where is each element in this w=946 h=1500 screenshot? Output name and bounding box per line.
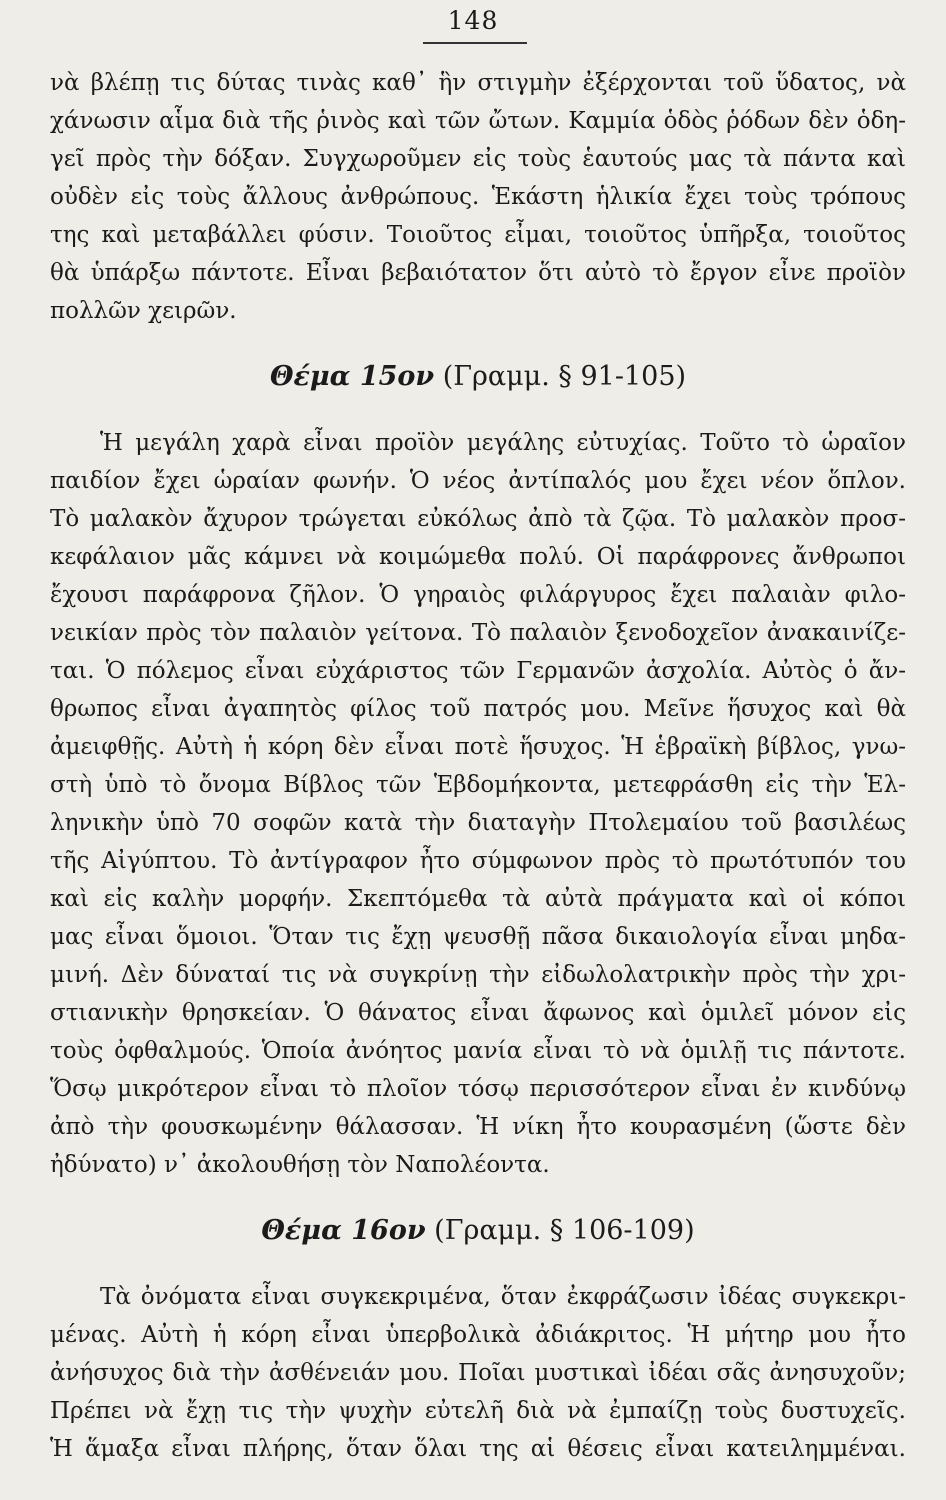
text-line: πολλῶν χειρῶν. <box>50 298 237 324</box>
section-heading-16 <box>50 1184 906 1278</box>
text-line: χάνωσιν αἷμα διὰ τῆς ῥινὸς καὶ τῶν ὤτων. Καμμία ὁδὸς ῥόδων δὲν ὁδη- <box>50 108 906 134</box>
page-number: 148 <box>447 6 499 35</box>
text-line: στιανικὴν θρησκείαν. Ὁ θάνατος εἶναι ἄφωνος καὶ ὁμιλεῖ μόνον εἰς <box>50 1000 906 1026</box>
text-line: ἀπὸ τὴν φουσκωμένην θάλασσαν. Ἡ νίκη ἦτο κουρασμένη (ὥστε δὲν <box>50 1114 906 1140</box>
text-line: νεικίαν πρὸς τὸν παλαιὸν γείτονα. Τὸ παλαιὸν ξενοδοχεῖον ἀνακαινίζε- <box>50 620 906 646</box>
text-line: της καὶ μεταβάλλει φύσιν. Τοιοῦτος εἶμαι, τοιοῦτος ὑπῆρξα, τοιοῦτος <box>50 222 906 248</box>
text-line: Ἡ μεγάλη χαρὰ εἶναι προϊὸν μεγάλης εὐτυχίας. Τοῦτο τὸ ὡραῖον <box>100 430 906 456</box>
text-line: μινή. Δὲν δύναταί τις νὰ συγκρίνῃ τὴν εἰδωλολατρικὴν πρὸς τὴν χρι- <box>50 962 906 988</box>
text-line: τοὺς ὀφθαλμούς. Ὁποία ἀνόητος μανία εἶναι τὸ νὰ ὁμιλῇ τις πάντοτε. <box>50 1038 906 1064</box>
heading-reference: (Γραμμ. § 91-105) <box>442 361 687 392</box>
section-heading-15 <box>50 330 906 424</box>
text-line: Ἡ ἅμαξα εἶναι πλήρης, ὅταν ὅλαι της αἱ θέσεις εἶναι κατειλημμέναι. <box>50 1436 906 1462</box>
text-line: νὰ βλέπῃ τις δύτας τινὰς καθ᾽ ἣν στιγμὴν ἐξέρχονται τοῦ ὕδατος, νὰ <box>50 70 906 96</box>
text-line: ἔχουσι παράφρονα ζῆλον. Ὁ γηραιὸς φιλάργυρος ἔχει παλαιὰν φιλο- <box>50 582 906 608</box>
text-line: θρωπος εἶναι ἀγαπητὸς φίλος τοῦ πατρός μου. Μεῖνε ἥσυχος καὶ θὰ <box>50 696 906 722</box>
exercise-15-text <box>50 424 906 1184</box>
exercise-16-text <box>50 1278 906 1468</box>
text-line: Ὅσῳ μικρότερον εἶναι τὸ πλοῖον τόσῳ περισσότερον εἶναι ἐν κινδύνῳ <box>50 1076 906 1102</box>
text-line: ἀμειφθῇς. Αὐτὴ ἡ κόρη δὲν εἶναι ποτὲ ἥσυχος. Ἡ ἑβραϊκὴ βίβλος, γνω- <box>50 734 906 760</box>
header-rule <box>423 42 527 44</box>
text-line: καὶ εἰς καλὴν μορφήν. Σκεπτόμεθα τὰ αὐτὰ πράγματα καὶ οἱ κόποι <box>50 886 906 912</box>
page-text <box>50 64 906 1468</box>
text-line: ληνικὴν ὑπὸ 70 σοφῶν κατὰ τὴν διαταγὴν Πτολεμαίου τοῦ βασιλέως <box>50 810 906 836</box>
text-line: Τὰ ὀνόματα εἶναι συγκεκριμένα, ὅταν ἐκφράζωσιν ἰδέας συγκεκρι- <box>100 1284 906 1310</box>
text-line: στὴ ὑπὸ τὸ ὄνομα Βίβλος τῶν Ἑβδομήκοντα, μετεφράσθη εἰς τὴν Ἑλ- <box>50 772 906 798</box>
heading-reference: (Γραμμ. § 106-109) <box>434 1215 695 1246</box>
text-line: ται. Ὁ πόλεμος εἶναι εὐχάριστος τῶν Γερμανῶν ἀσχολία. Αὐτὸς ὁ ἄν- <box>50 658 906 684</box>
heading-theme: Θέμα 16ον <box>261 1215 426 1246</box>
text-line: τῆς Αἰγύπτου. Τὸ ἀντίγραφον ἦτο σύμφωνον πρὸς τὸ πρωτότυπόν του <box>50 848 906 874</box>
heading-theme: Θέμα 15ον <box>269 361 435 392</box>
text-line: κεφάλαιον μᾶς κάμνει νὰ κοιμώμεθα πολύ. Οἱ παράφρονες ἄνθρωποι <box>50 544 906 570</box>
text-line: γεῖ πρὸς τὴν δόξαν. Συγχωροῦμεν εἰς τοὺς ἑαυτούς μας τὰ πάντα καὶ <box>50 146 906 172</box>
paragraph-continuation <box>50 64 906 330</box>
text-line: παιδίον ἔχει ὡραίαν φωνήν. Ὁ νέος ἀντίπαλός μου ἔχει νέον ὅπλον. <box>50 468 906 494</box>
text-line: ἀνήσυχος διὰ τὴν ἀσθένειάν μου. Ποῖαι μυστικαὶ ἰδέαι σᾶς ἀνησυχοῦν; <box>50 1360 906 1386</box>
text-line: Πρέπει νὰ ἔχῃ τις τὴν ψυχὴν εὐτελῆ διὰ νὰ ἐμπαίζῃ τοὺς δυστυχεῖς. <box>50 1398 906 1424</box>
text-line: Τὸ μαλακὸν ἄχυρον τρώγεται εὐκόλως ἀπὸ τὰ ζῷα. Τὸ μαλακὸν προσ- <box>50 506 906 532</box>
text-line: μένας. Αὐτὴ ἡ κόρη εἶναι ὑπερβολικὰ ἀδιάκριτος. Ἡ μήτηρ μου ἦτο <box>50 1322 906 1348</box>
text-line: ἠδύνατο) ν᾽ ἀκολουθήσῃ τὸν Ναπολέοντα. <box>50 1152 550 1178</box>
text-line: μας εἶναι ὅμοιοι. Ὅταν τις ἔχῃ ψευσθῇ πᾶσα δικαιολογία εἶναι μηδα- <box>50 924 906 950</box>
text-line: θὰ ὑπάρξω πάντοτε. Εἶναι βεβαιότατον ὅτι αὐτὸ τὸ ἔργον εἶνε προϊὸν <box>50 260 906 286</box>
text-line: οὐδὲν εἰς τοὺς ἄλλους ἀνθρώπους. Ἑκάστη ἡλικία ἔχει τοὺς τρόπους <box>50 184 906 210</box>
